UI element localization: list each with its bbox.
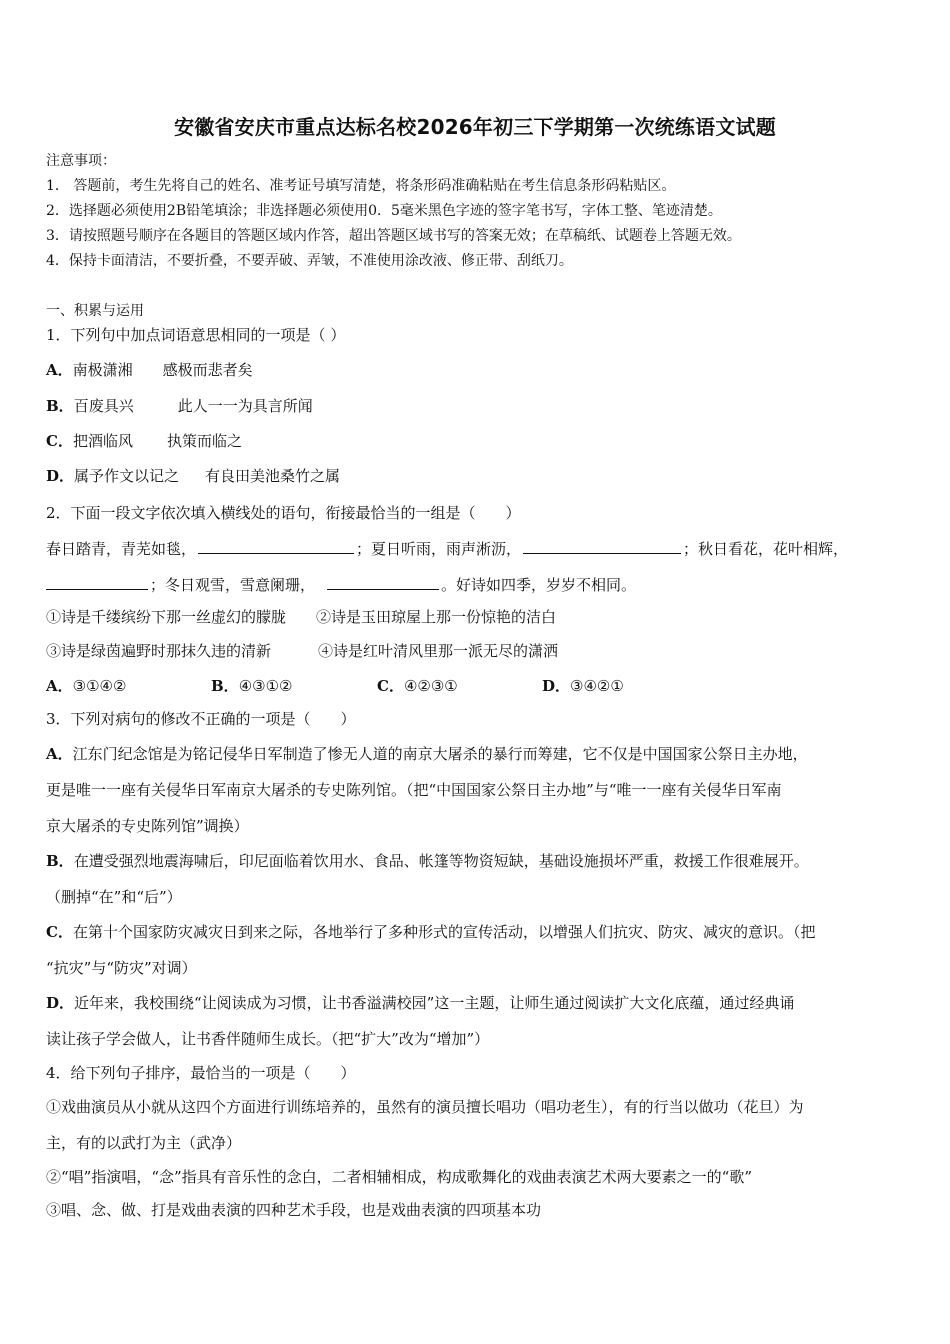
option-label: B． bbox=[46, 397, 74, 415]
q1-option-b bbox=[46, 396, 313, 416]
q1-option-d bbox=[46, 466, 340, 486]
q2-passage-line bbox=[46, 574, 636, 595]
option-text: ④③①② bbox=[238, 677, 293, 695]
option-text: 有良田美池桑竹之属 bbox=[205, 467, 341, 485]
q3-stem: 3．下列对病句的修改不正确的一项是（ ） bbox=[46, 710, 356, 728]
fill-blank[interactable] bbox=[46, 574, 148, 590]
q3-option-a-cont: 京大屠杀的专史陈列馆”调换） bbox=[46, 817, 249, 835]
notice-heading: 注意事项： bbox=[46, 153, 116, 169]
fill-blank[interactable] bbox=[523, 538, 681, 554]
q4-sentence-cont: 主，有的以武打为主（武净） bbox=[46, 1134, 242, 1152]
notice-item: 4．保持卡面清洁，不要折叠，不要弄破、弄皱，不准使用涂改液、修正带、刮纸刀。 bbox=[46, 253, 573, 269]
q2-passage-line bbox=[46, 538, 848, 559]
option-text: 此人一一为具言所闻 bbox=[177, 397, 313, 415]
option-label: D． bbox=[46, 467, 75, 485]
q2-option-b bbox=[211, 676, 377, 696]
option-label: D． bbox=[46, 994, 75, 1012]
page-title: 安徽省安庆市重点达标名校2026年初三下学期第一次统练语文试题 bbox=[174, 115, 776, 139]
q3-option-a bbox=[46, 744, 808, 764]
q2-options bbox=[46, 676, 624, 696]
q3-option-b-cont: （删掉“在”和“后”） bbox=[46, 888, 182, 906]
option-text: 南极潇湘 bbox=[72, 361, 133, 379]
q2-stem: 2．下面一段文字依次填入横线处的语句，衔接最恰当的一组是（ ） bbox=[46, 504, 521, 522]
q4-sentence: ①戏曲演员从小就从这四个方面进行训练培养的，虽然有的演员擅长唱功（唱功老生），有的行当以做功（花旦）为 bbox=[46, 1098, 804, 1116]
q3-option-a-cont: 更是唯一一座有关侵华日军南京大屠杀的专史陈列馆。（把“中国国家公祭日主办地”与“唯一一座有关侵华日军南 bbox=[46, 781, 782, 799]
option-label: A． bbox=[46, 745, 73, 763]
option-text: ③①④② bbox=[72, 677, 127, 695]
sentence-option: ①诗是千缕缤纷下那一丝虚幻的朦胧 bbox=[46, 608, 287, 626]
section-heading: 一、积累与运用 bbox=[46, 303, 144, 319]
option-text: ③④②① bbox=[570, 677, 624, 695]
q3-option-d bbox=[46, 993, 794, 1013]
q3-option-d-cont: 读让孩子学会做人，让书香伴随师生成长。（把“扩大”改为“增加”） bbox=[46, 1030, 490, 1048]
q4-stem: 4．给下列句子排序，最恰当的一项是（ ） bbox=[46, 1064, 356, 1082]
fill-blank[interactable] bbox=[198, 538, 354, 554]
option-label: B． bbox=[211, 677, 239, 695]
fill-blank[interactable] bbox=[327, 574, 439, 590]
option-text: 江东门纪念馆是为铭记侵华日军制造了惨无人道的南京大屠杀的暴行而筹建，它不仅是中国国家公祭日主办地， bbox=[72, 745, 808, 763]
option-text: 把酒临风 bbox=[72, 432, 133, 450]
option-text: 在第十个国家防灾减灾日到来之际，各地举行了多种形式的宣传活动，以增强人们抗灾、防灾、减灾的意识。（把 bbox=[72, 923, 816, 941]
option-label: A． bbox=[46, 677, 73, 695]
q3-option-c bbox=[46, 922, 815, 942]
option-label: C． bbox=[46, 923, 73, 941]
q1-option-c bbox=[46, 431, 242, 451]
option-label: C． bbox=[46, 432, 73, 450]
q2-option-d bbox=[542, 677, 624, 695]
option-text: 属予作文以记之 bbox=[74, 467, 180, 485]
sentence-option: ④诗是红叶清风里那一派无尽的潇洒 bbox=[318, 642, 559, 660]
option-text: 在遭受强烈地震海啸后，印尼面临着饮用水、食品、帐篷等物资短缺，基础设施损坏严重，救援工作很难展开。 bbox=[73, 852, 809, 870]
sentence-option: ②诗是玉田琼屋上那一份惊艳的洁白 bbox=[316, 608, 557, 626]
option-text: 百废具兴 bbox=[73, 397, 134, 415]
q2-sentences-row bbox=[46, 641, 558, 661]
notice-item: 3．请按照题号顺序在各题目的答题区域内作答，超出答题区域书写的答案无效；在草稿纸、试题卷上答题无效。 bbox=[46, 228, 741, 244]
notice-item: 1． 答题前，考生先将自己的姓名、准考证号填写清楚，将条形码准确粘贴在考生信息条形码粘贴区。 bbox=[46, 178, 676, 194]
option-label: D． bbox=[542, 677, 571, 695]
passage-text: ；秋日看花，花叶相辉， bbox=[683, 540, 849, 558]
option-text: 感极而悲者矣 bbox=[162, 361, 253, 379]
option-text: ④②③① bbox=[403, 677, 458, 695]
option-text: 执策而临之 bbox=[166, 432, 242, 450]
q2-sentences-row bbox=[46, 607, 556, 627]
option-label: B． bbox=[46, 852, 74, 870]
notice-item: 2．选择题必须使用2B铅笔填涂；非选择题必须使用0．5毫米黑色字迹的签字笔书写，字体工整、笔迹清楚。 bbox=[46, 203, 722, 219]
q4-sentence: ③唱、念、做、打是戏曲表演的四种艺术手段，也是戏曲表演的四项基本功 bbox=[46, 1201, 542, 1219]
q1-stem: 1．下列句中加点词语意思相同的一项是（ ） bbox=[46, 326, 346, 344]
option-text: 近年来，我校围绕“让阅读成为习惯，让书香溢满校园”这一主题，让师生通过阅读扩大文化底蕴，通过经典诵 bbox=[74, 994, 795, 1012]
option-label: A． bbox=[46, 361, 73, 379]
passage-text: ；冬日观雪，雪意阑珊， bbox=[150, 576, 316, 594]
passage-text: ；夏日听雨，雨声淅沥， bbox=[356, 540, 522, 558]
q2-option-a bbox=[46, 676, 211, 696]
q1-option-a bbox=[46, 360, 253, 380]
passage-text: 。好诗如四季，岁岁不相同。 bbox=[441, 576, 637, 594]
q3-option-b bbox=[46, 851, 809, 871]
passage-text: 春日踏青，青芜如毯， bbox=[46, 540, 197, 558]
q2-option-c bbox=[377, 676, 542, 696]
q3-option-c-cont: “抗灾”与“防灾”对调） bbox=[46, 959, 197, 977]
sentence-option: ③诗是绿茵遍野时那抹久违的清新 bbox=[46, 642, 272, 660]
q4-sentence: ②“唱”指演唱，“念”指具有音乐性的念白，二者相辅相成，构成歌舞化的戏曲表演艺术两大要素之一的“歌” bbox=[46, 1168, 753, 1186]
option-label: C． bbox=[377, 677, 404, 695]
